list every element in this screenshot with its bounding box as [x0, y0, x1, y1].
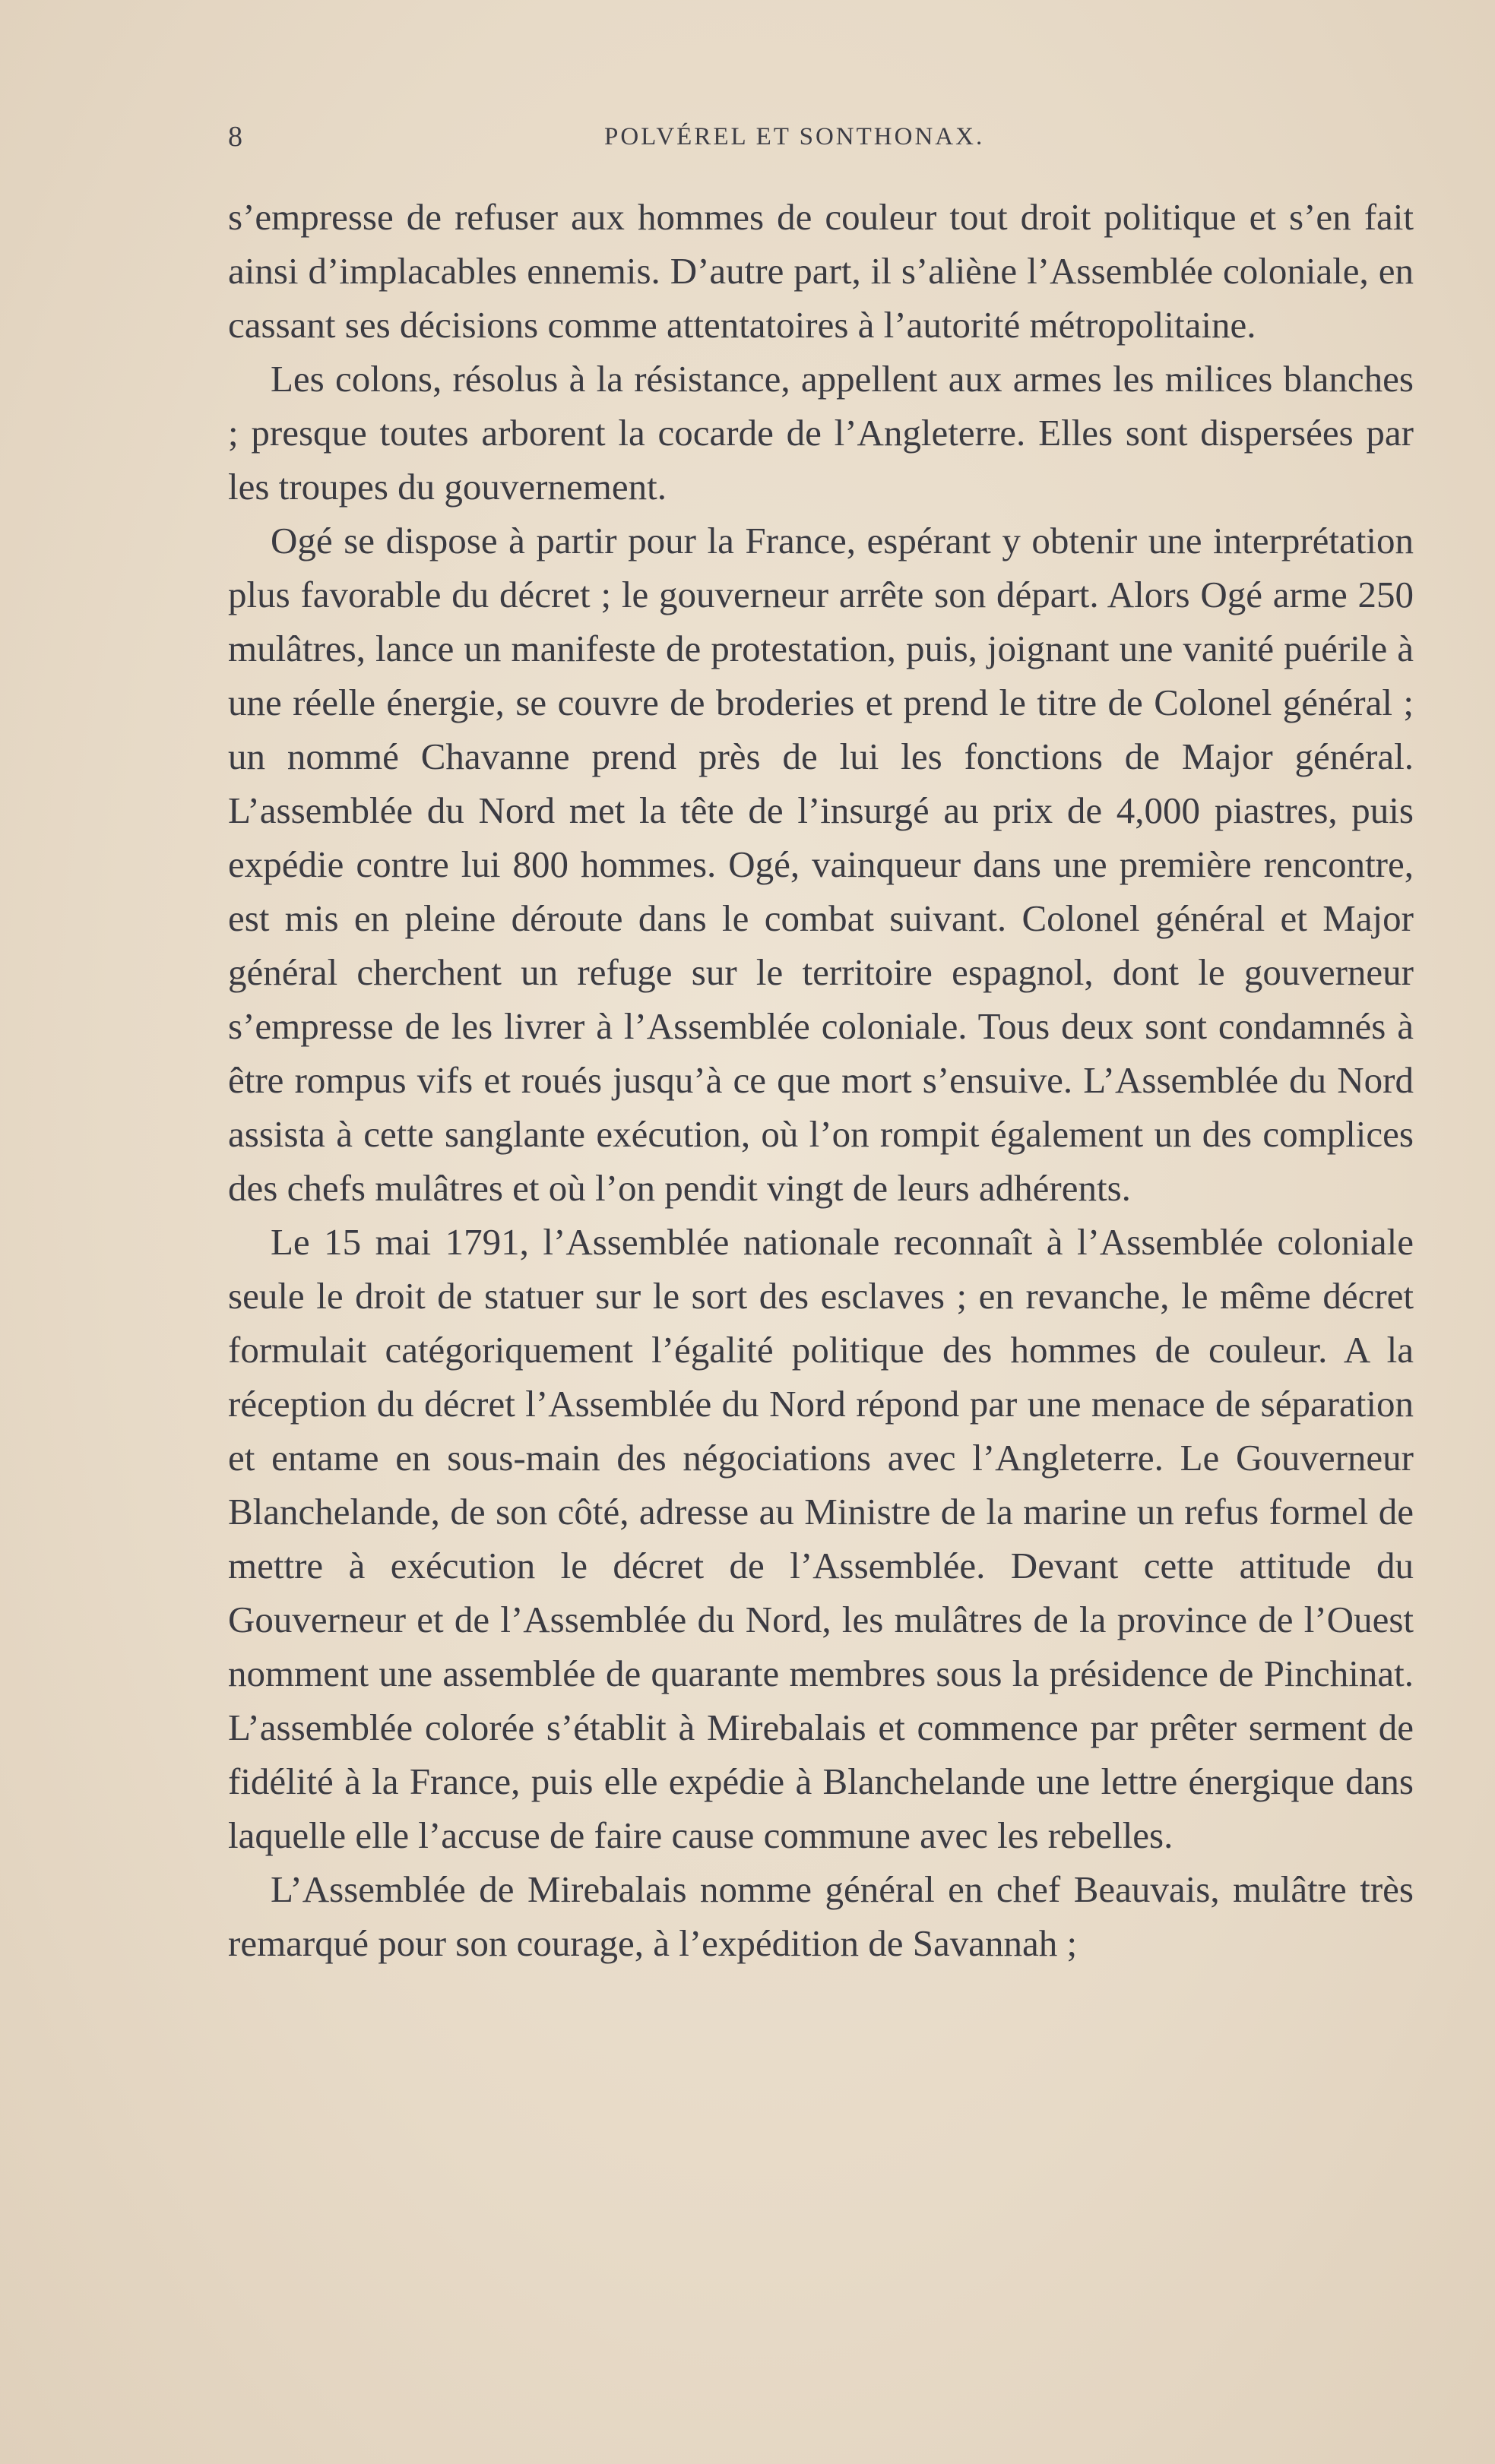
paragraph: Ogé se dispose à partir pour la France, espérant y obtenir une interprétation plus favorable du décret ; le gouverneur arrête son départ. Alors Ogé arme 250 mulâtres, lance un manifeste de protestation, puis, joignant une vanité puérile à une réelle énergie, se couvre de broderies et prend le titre de Colonel général ; un nommé Chavanne prend près de lui les fonctions de Major général. L’assemblée du Nord met la tête de l’insurgé au prix de 4,000 piastres, puis expédie contre lui 800 hommes. Ogé, vainqueur dans une première rencontre, est mis en pleine déroute dans le combat suivant. Colonel général et Major général cherchent un refuge sur le territoire espagnol, dont le gouverneur s’empresse de les livrer à l’Assemblée coloniale. Tous deux sont condamnés à être rompus vifs et roués jusqu’à ce que mort s’ensuive. L’Assemblée du Nord assista à cette sanglante exécution, où l’on rompit également un des complices des chefs mulâtres et où l’on pendit vingt de leurs adhérents. [228, 520, 1414, 1209]
paragraph: Les colons, résolus à la résistance, appellent aux armes les milices blanches ; presque toutes arborent la cocarde de l’Angleterre. Elles sont dispersées par les troupes du gouvernement. [228, 358, 1414, 508]
paragraph: L’Assemblée de Mirebalais nomme général en chef Beauvais, mulâtre très remarqué pour son courage, à l’expédition de Savannah ; [228, 1868, 1414, 1964]
running-title: POLVÉREL ET SONTHONAX. [604, 123, 985, 150]
body-text [228, 190, 1414, 1970]
paragraph: s’empresse de refuser aux hommes de couleur tout droit politique et s’en fait ainsi d’implacables ennemis. D’autre part, il s’aliène l’Assemblée coloniale, en cassant ses décisions comme attentatoires à l’autorité métropolitaine. [228, 196, 1414, 346]
page-header [228, 114, 1421, 160]
page-number: 8 [228, 121, 242, 153]
paragraph: Le 15 mai 1791, l’Assemblée nationale reconnaît à l’Assemblée coloniale seule le droit de statuer sur le sort des esclaves ; en revanche, le même décret formulait catégoriquement l’égalité politique des hommes de couleur. A la réception du décret l’Assemblée du Nord répond par une menace de séparation et entame en sous-main des négociations avec l’Angleterre. Le Gouverneur Blanchelande, de son côté, adresse au Ministre de la marine un refus formel de mettre à exécution le décret de l’Assemblée. Devant cette attitude du Gouverneur et de l’Assemblée du Nord, les mulâtres de la province de l’Ouest nomment une assemblée de quarante membres sous la présidence de Pinchinat. L’assemblée colorée s’établit à Mirebalais et commence par prêter serment de fidélité à la France, puis elle expédie à Blanchelande une lettre énergique dans laquelle elle l’accuse de faire cause commune avec les rebelles. [228, 1221, 1414, 1856]
